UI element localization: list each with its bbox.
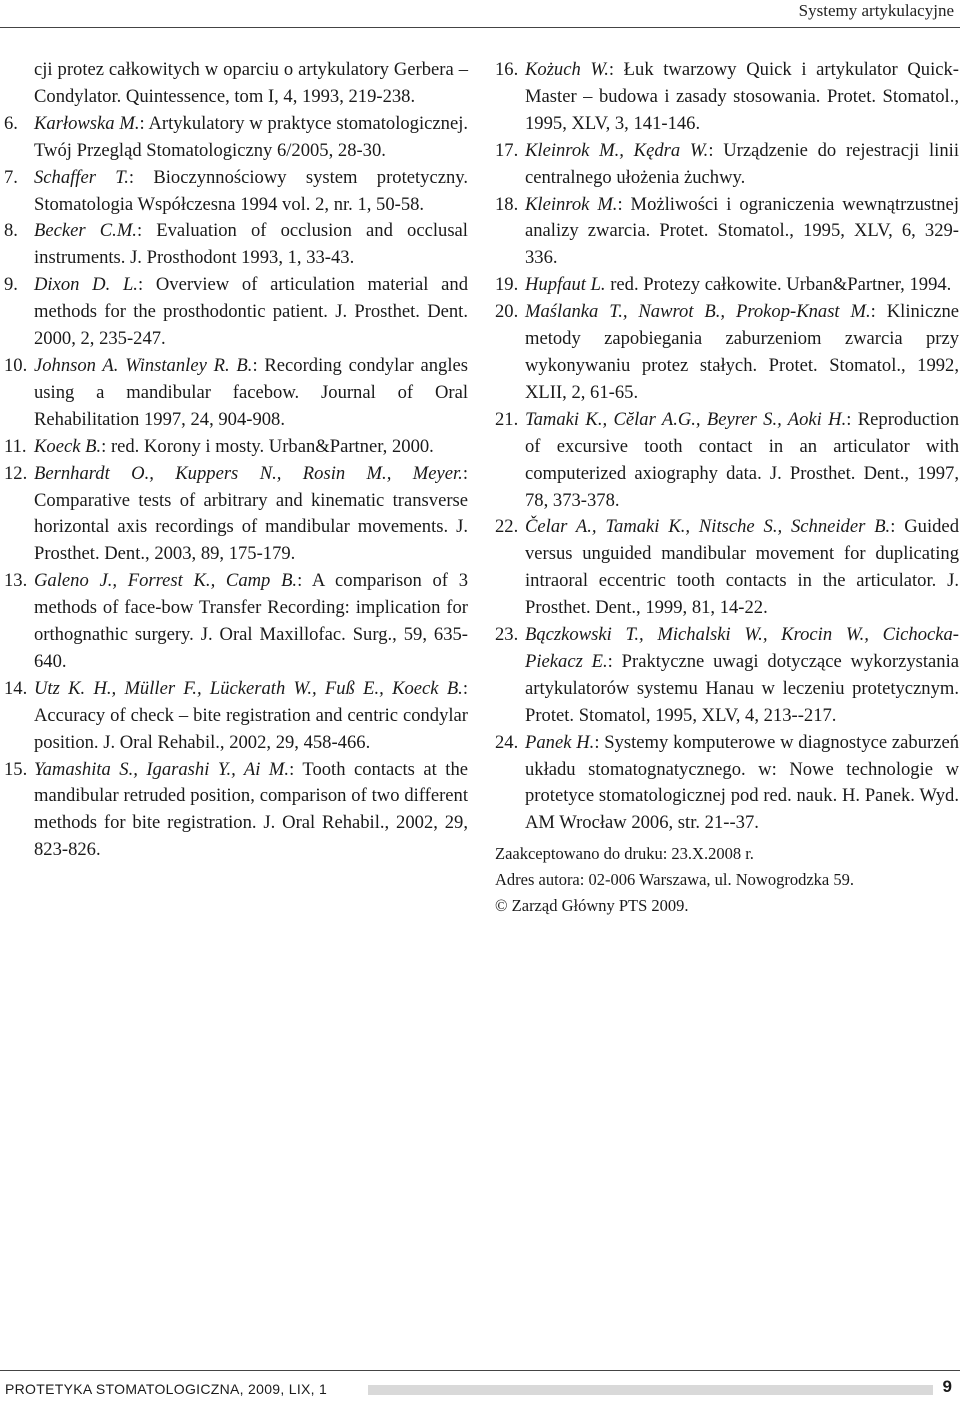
reference-item xyxy=(4,461,468,569)
reference-authors: Karłowska M. xyxy=(34,112,140,134)
reference-authors: Utz K. H., Müller F., Lückerath W., Fuß E., Koeck B. xyxy=(34,677,463,699)
reference-number: 14. xyxy=(4,677,28,699)
reference-number: 7. xyxy=(4,166,18,188)
reference-number: 10. xyxy=(4,354,28,376)
reference-number: 16. xyxy=(495,59,519,80)
reference-text: : Reproduction of excursive tooth contact in an articulator with computerized axiography data. J. Prosthet. Dent., 1997, 78, 373-378. xyxy=(525,408,959,511)
article-notes xyxy=(495,841,959,919)
reference-text: : Artykulatory w praktyce stomatologicznej. Twój Przegląd Stomatologiczny 6/2005, 28-30. xyxy=(34,112,469,161)
reference-item xyxy=(4,568,469,676)
reference-number: 8. xyxy=(4,220,18,242)
reference-item xyxy=(495,407,959,515)
reference-authors: Bączkowski T., Michalski W., Krocin W., Cichocka-Piekacz E. xyxy=(525,624,959,672)
reference-number: 20. xyxy=(495,301,519,323)
reference-authors: Kożuch W. xyxy=(525,59,609,80)
reference-item xyxy=(495,514,959,622)
reference-number: 6. xyxy=(4,112,18,134)
reference-number: 11. xyxy=(4,435,27,457)
header-rule xyxy=(0,27,960,28)
reference-number: 24. xyxy=(495,731,519,753)
reference-text: : Systemy komputerowe w diagnostyce zaburzeń układu stomatognatycznego. w: Nowe technologie w protetyce stomatologicznej pod red. nauk. H. Panek. Wyd. AM Wrocław 2006, str. 21--37. xyxy=(525,731,959,834)
reference-text: : Accuracy of check – bite registration and centric condylar position. J. Oral Rehabil., 2002, 29, 458-466. xyxy=(34,677,468,753)
reference-text: : Tooth contacts at the mandibular retruded position, comparison of two different methods for bite registration. J. Oral Rehabil., 2002, 29, 823-826. xyxy=(34,758,468,861)
reference-authors: Kleinrok M., Kędra W. xyxy=(525,139,709,161)
reference-item xyxy=(495,622,959,730)
reference-item xyxy=(34,57,468,111)
reference-authors: Schaffer T. xyxy=(34,166,129,188)
reference-number: 22. xyxy=(495,516,519,538)
reference-text: : Urządzenie do rejestracji linii centralnego ułożenia żuchwy. xyxy=(525,139,959,188)
author-address: Adres autora: 02-006 Warszawa, ul. Nowogrodzka 59. xyxy=(495,870,854,890)
reference-number: 19. xyxy=(495,274,519,296)
reference-authors: Maślanka T., Nawrot B., Prokop-Knast M. xyxy=(525,301,871,323)
reference-text: : Guided versus unguided mandibular movement for duplicating intraoral eccentric tooth contacts in the articulator. J. Prosthet. Dent., 1999, 81, 14-22. xyxy=(525,516,959,619)
reference-authors: Koeck B. xyxy=(34,435,102,457)
reference-item xyxy=(4,676,468,757)
reference-number: 9. xyxy=(4,274,18,296)
reference-number: 23. xyxy=(495,624,519,646)
reference-item xyxy=(495,299,959,407)
reference-item xyxy=(4,165,468,219)
reference-authors: Panek H. xyxy=(525,731,595,753)
reference-text: : Evaluation of occlusion and occlusal instruments. J. Prosthodont 1993, 1, 33-43. xyxy=(34,220,468,269)
left-column xyxy=(4,57,469,864)
reference-number: 15. xyxy=(4,758,28,780)
reference-authors: Kleinrok M. xyxy=(525,193,618,215)
reference-item xyxy=(4,353,468,434)
reference-text: : Comparative tests of arbitrary and kinematic transverse horizontal axis recordings of mandibular movements. J. Prosthet. Dent., 2003, 89, 175-179. xyxy=(34,462,468,565)
reference-authors: Galeno J., Forrest K., Camp B. xyxy=(34,570,298,592)
footer-rule xyxy=(0,1370,960,1371)
reference-item xyxy=(495,138,959,192)
reference-item xyxy=(4,218,468,272)
running-head: Systemy artykulacyjne xyxy=(798,1,954,20)
right-column xyxy=(495,57,959,919)
copyright-notice: © Zarząd Główny PTS 2009. xyxy=(495,896,689,916)
reference-text: : Recording condylar angles using a mandibular facebow. Journal of Oral Rehabilitation 1997, 24, 904-908. xyxy=(34,354,468,430)
reference-item xyxy=(495,57,959,138)
reference-item xyxy=(4,111,469,165)
reference-text: : A comparison of 3 methods of face-bow Transfer Recording: implication for orthognathic surgery. J. Oral Maxillofac. Surg., 59, 635-640. xyxy=(34,570,469,672)
reference-authors: Dixon D. L. xyxy=(34,274,138,296)
reference-text: : Praktyczne uwagi dotyczące wykorzystania artykulatorów systemu Hanau w leczeniu protetycznym. Protet. Stomatol, 1995, XLV, 4, 213--217. xyxy=(525,650,959,726)
reference-item xyxy=(4,272,468,353)
reference-item xyxy=(4,757,468,865)
reference-text: : red. Korony i mosty. Urban&Partner, 2000. xyxy=(101,435,434,457)
reference-item xyxy=(495,272,959,299)
reference-authors: Johnson A. Winstanley R. B. xyxy=(34,354,253,376)
reference-number: 12. xyxy=(4,462,28,484)
reference-authors: Yamashita S., Igarashi Y., Ai M. xyxy=(34,758,290,780)
reference-authors: Bernhardt O., Kuppers N., Rosin M., Meyer. xyxy=(34,462,463,484)
reference-text: red. Protezy całkowite. Urban&Partner, 1994. xyxy=(605,274,952,296)
reference-authors: Hupfaut L. xyxy=(525,274,606,296)
reference-authors: Čelar A., Tamaki K., Nitsche S., Schneider B. xyxy=(525,516,891,538)
reference-number: 21. xyxy=(495,408,519,430)
reference-text: : Możliwości i ograniczenia wewnątrzustnej analizy zwarcia. Protet. Stomatol., 1995, XLV, 6, 329-336. xyxy=(525,193,959,269)
reference-text: : Kliniczne metody zapobiegania zaburzeniom zwarcia przy wykonywaniu protez stałych. Protet. Stomatol., 1992, XLII, 2, 61-65. xyxy=(525,301,960,403)
reference-text: cji protez całkowitych w oparciu o artykulatory Gerbera – Condylator. Quintessence, tom I, 4, 1993, 219-238. xyxy=(34,59,468,107)
accepted-date: Zaakceptowano do druku: 23.X.2008 r. xyxy=(495,844,754,864)
reference-authors: Tamaki K., Cĕlar A.G., Beyrer S., Aoki H. xyxy=(525,408,847,430)
footer-decorative-bar xyxy=(368,1385,933,1395)
reference-number: 17. xyxy=(495,139,519,161)
reference-authors: Becker C.M. xyxy=(34,220,137,242)
reference-text: : Bioczynnościowy system protetyczny. Stomatologia Współczesna 1994 vol. 2, nr. 1, 50-58. xyxy=(34,166,468,215)
journal-footer: PROTETYKA STOMATOLOGICZNA, 2009, LIX, 1 xyxy=(5,1381,328,1397)
reference-number: 18. xyxy=(495,193,519,215)
reference-text: : Łuk twarzowy Quick i artykulator Quick-Master – budowa i zasady stosowania. Protet. Stomatol., 1995, XLV, 3, 141-146. xyxy=(525,59,959,134)
reference-item xyxy=(495,730,959,838)
reference-number: 13. xyxy=(4,570,28,592)
reference-text: : Overview of articulation material and methods for the prosthodontic patient. J. Prosthet. Dent. 2000, 2, 235-247. xyxy=(34,274,468,350)
reference-item xyxy=(495,192,959,273)
page-number: 9 xyxy=(942,1377,952,1396)
reference-item xyxy=(4,434,468,461)
